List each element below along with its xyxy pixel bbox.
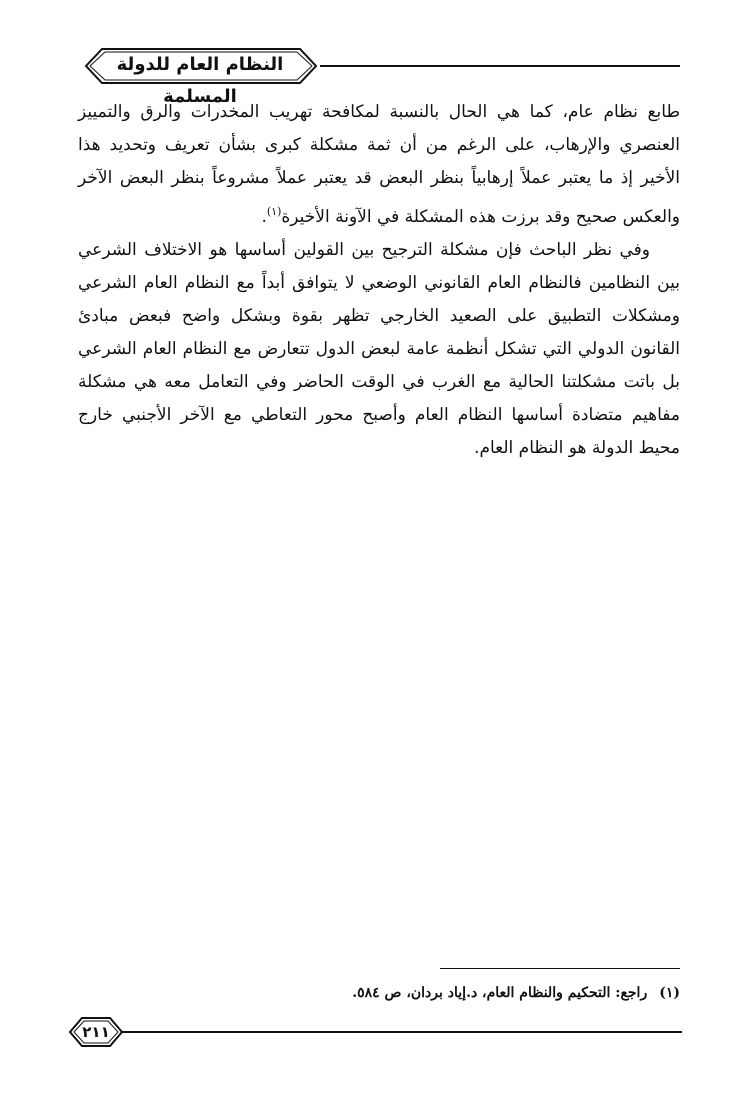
paragraph-1-end: . [261,207,267,227]
page-number: ٢١١ [82,1023,110,1041]
paragraph-1-text: طابع نظام عام، كما هي الحال بالنسبة لمكافحة تهريب المخدرات والرق والتمييز العنصري والإرهاب، على الرغم من أن ثمة مشكلة كبرى بشأن تعريف وتحديد هذا الأخير إذ ما يعتبر عملاً إرهابياً بنظر البعض قد يعتبر عملاً مشروعاً بنظر البعض الآخر والعكس صحيح وقد برزت هذه المشكلة في الآونة الأخيرة [78,102,680,227]
paragraph-2 [78,234,680,465]
footer-ornament [68,1015,682,1049]
paragraph-1 [78,96,680,234]
footnote-text: راجع: التحكيم والنظام العام، د.إياد بردان، ص ٥٨٤. [352,985,648,1001]
page-body [78,96,680,465]
running-header [70,43,680,107]
header-title: النظام العام للدولة المسلمة [116,54,284,107]
footnote [300,985,680,1001]
paragraph-2-text: وفي نظر الباحث فإن مشكلة الترجيح بين القولين أساسها هو الاختلاف الشرعي بين النظامين فالنظام العام القانوني الوضعي لا يتوافق أبداً مع النظام العام الشرعي ومشكلات التطبيق على الصعيد الخارجي تظهر بقوة وبشكل واضح فبعض مبادئ القانون الدولي التي تشكل أنظمة عامة لبعض الدول تتعارض مع النظام العام الشرعي بل باتت مشكلتنا الحالية مع الغرب في الوقت الحاضر وفي التعامل معه هي مشكلة مفاهيم متضادة أساسها النظام العام وأصبح محور التعاطي مع الآخر الأجنبي خارج محيط الدولة هو النظام العام. [78,240,680,458]
page-footer [68,1015,682,1049]
footnote-separator [440,968,680,969]
footnote-reference: (١) [266,205,282,218]
footnote-number: (١) [659,985,680,1001]
